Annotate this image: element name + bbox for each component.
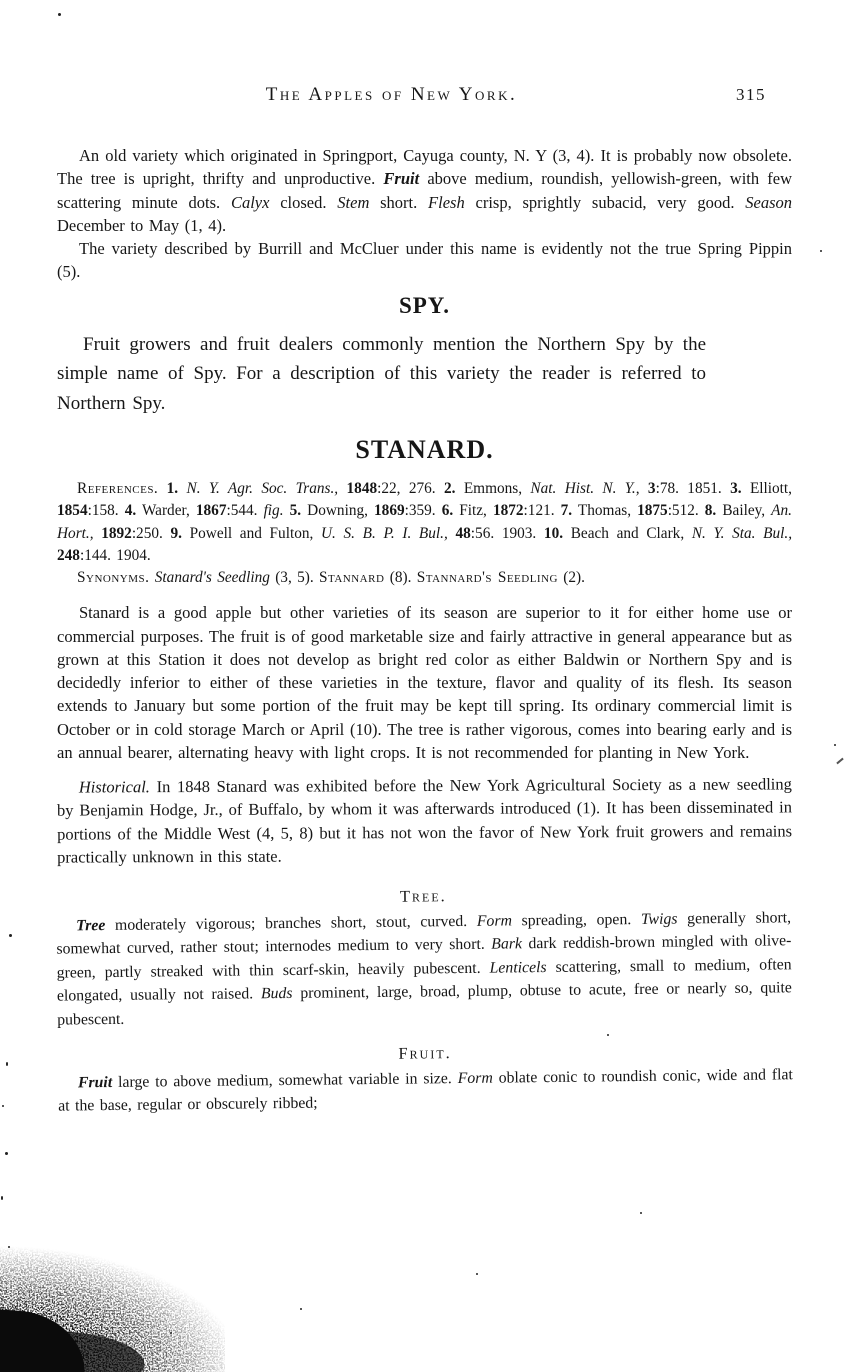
scan-dot bbox=[170, 1332, 172, 1334]
scan-dot bbox=[2, 1105, 4, 1107]
scan-dot bbox=[9, 934, 12, 937]
scan-dot bbox=[476, 1273, 478, 1275]
scan-dot bbox=[6, 1062, 8, 1066]
paragraph-historical: Historical. In 1848 Stanard was exhibited before the New York Agricultural Society as a new seedling by Benjamin Hodge, Jr., of Buffalo, by whom it was afterwards introduced (1). It has been disseminated in portions of the Middle West (4, 5, 8) but it has not won the favor of New York fruit growers and remains practically unknown in this state. bbox=[56, 774, 793, 867]
paragraph-synonyms: Synonyms. Stanard's Seedling (3, 5). Stannard (8). Stannard's Seedling (2). bbox=[77, 569, 585, 587]
lower-page-block bbox=[56, 882, 794, 1118]
paragraph-fruit: Fruit large to above medium, somewhat variable in size. Form oblate conic to roundish conic, wide and flat at the base, regular or obscurely ribbed; bbox=[58, 1065, 793, 1115]
scan-dot bbox=[640, 1212, 642, 1214]
heading-spy: SPY. bbox=[398, 292, 451, 318]
scan-dot bbox=[834, 744, 836, 746]
scan-dot bbox=[820, 250, 822, 252]
heading-stanard: STANARD. bbox=[355, 435, 494, 465]
running-title: The Apples of New York. bbox=[265, 84, 518, 105]
scan-dot bbox=[300, 1308, 302, 1310]
scan-tick bbox=[836, 758, 843, 765]
heading-tree: Tree. bbox=[399, 885, 447, 906]
paragraph-spy: Fruit growers and fruit dealers commonly mention the Northern Spy by the simple name of Spy. For a description of this variety the reader is referred to Northern Spy. bbox=[57, 333, 706, 414]
heading-fruit: Fruit. bbox=[398, 1042, 452, 1063]
scan-dot bbox=[1, 1196, 3, 1200]
paragraph-spring-pippin-note: The variety described by Burrill and McCluer under this name is evidently not the true Spring Pippin (5). bbox=[57, 239, 792, 282]
scan-dot bbox=[5, 1152, 8, 1155]
scan-dot bbox=[58, 13, 61, 16]
scan-dot bbox=[607, 1034, 609, 1036]
paragraph-tree: Tree moderately vigorous; branches short, stout, curved. Form spreading, open. Twigs generally short, somewhat curved, rather stout; internodes medium to very short. Bark dark reddish-brown mingled with olive-green, partly streaked with thin scarf-skin, heavily pubescent. Lenticels scattering, small to medium, often elongated, usually not raised. Buds prominent, large, broad, plump, obtuse to acute, free or nearly so, quite pubescent. bbox=[56, 908, 792, 1028]
scan-dot bbox=[8, 1246, 10, 1248]
paragraph-spring-pippin-description: An old variety which originated in Springport, Cayuga county, N. Y (3, 4). It is probably now obsolete. The tree is upright, thrifty and unproductive. Fruit above medium, roundish, yellowish-green, with few scattering minute dots. Calyx closed. Stem short. Flesh crisp, sprightly subacid, very good. Season December to May (1, 4). bbox=[57, 146, 792, 235]
paragraph-stanard-discussion: Stanard is a good apple but other varieties of its season are superior to it for either home use or commercial purposes. The fruit is of good marketable size and fairly attractive in general appearance but as grown at this Station it does not develop as bright red color as either Baldwin or Northern Spy and is decidedly inferior to either of these varieties in the texture, flavor and quality of its flesh. Its season extends to January but some portion of the fruit may be kept till spring. Its ordinary commercial limit is October or in cold storage March or April (10). The tree is rather vigorous, comes into bearing early and is an annual bearer, alternating heavy with light crops. It is not recommended for planting in New York. bbox=[57, 603, 792, 763]
running-head bbox=[57, 84, 792, 108]
page-number: 315 bbox=[736, 85, 766, 104]
paragraph-references: References. 1. N. Y. Agr. Soc. Trans., 1848:22, 276. 2. Emmons, Nat. Hist. N. Y., 3:78. 1851. 3. Elliott, 1854:158. 4. Warder, 1867:544. fig. 5. Downing, 1869:359. 6. Fitz, 1872:121. 7. Thomas, 1875:512. 8. Bailey, An. Hort., 1892:250. 9. Powell and Fulton, U. S. B. P. I. Bul., 48:56. 1903. 10. Beach and Clark, N. Y. Sta. Bul., 248:144. 1904. bbox=[57, 480, 793, 564]
